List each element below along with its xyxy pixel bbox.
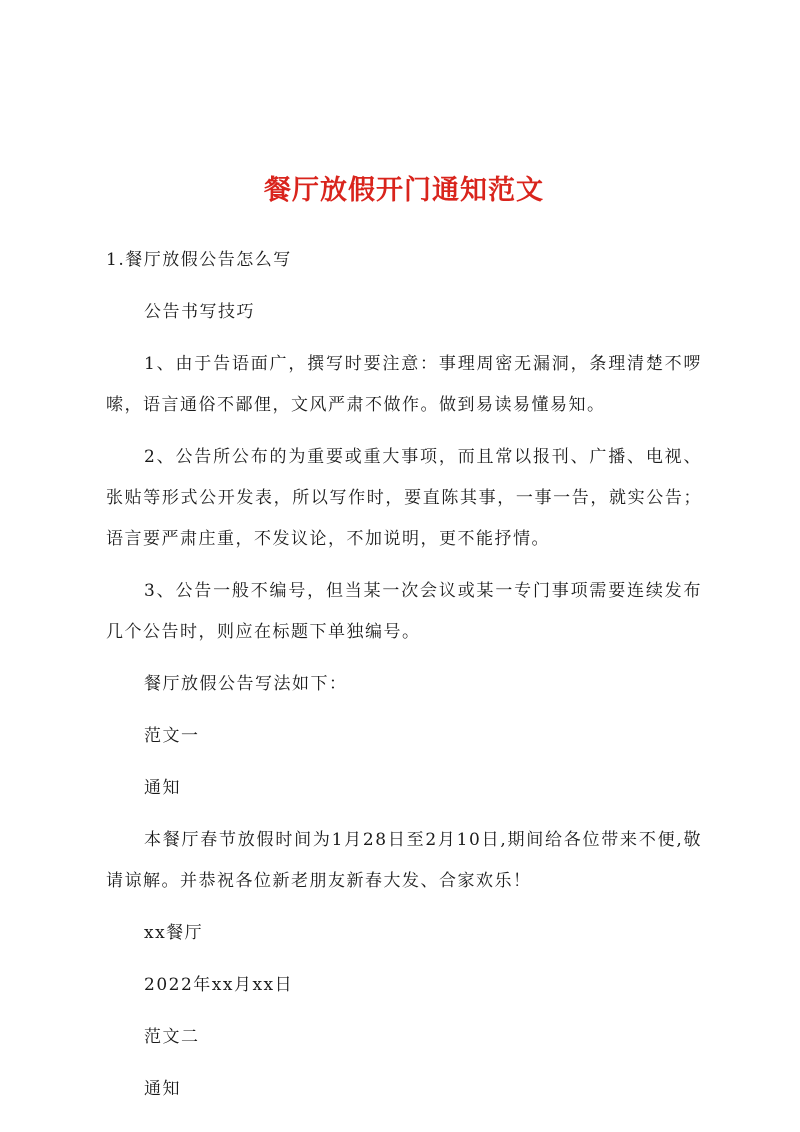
paragraph-format-intro: 餐厅放假公告写法如下： (144, 674, 348, 694)
sample-one-heading: 通知 (144, 778, 181, 798)
sample-two-heading: 通知 (144, 1079, 181, 1099)
sample-one-body: 本餐厅春节放假时间为1月28日至2月10日,期间给各位带来不便,敬请谅解。并恭祝各位新老朋友新春大发、合家欢乐！ (106, 830, 702, 891)
paragraph-tip-3: 3、公告一般不编号，但当某一次会议或某一专门事项需要连续发布几个公告时，则应在标题下单独编号。 (106, 581, 702, 642)
sample-one-label: 范文一 (144, 726, 200, 746)
paragraph-tip-1: 1、由于告语面广，撰写时要注意：事理周密无漏洞，条理清楚不啰嗦，语言通俗不鄙俚，文风严肃不做作。做到易读易懂易知。 (106, 354, 702, 415)
document-title: 餐厅放假开门通知范文 (264, 175, 544, 206)
document-body (106, 240, 702, 1110)
sample-one-date: 2022年xx月xx日 (144, 975, 294, 995)
subheading-writing-tips: 公告书写技巧 (144, 302, 255, 322)
paragraph-tip-2: 2、公告所公布的为重要或重大事项，而且常以报刊、广播、电视、张贴等形式公开发表，所以写作时，要直陈其事，一事一告，就实公告；语言要严肃庄重，不发议论，不加说明，更不能抒情。 (106, 447, 702, 549)
section-heading: 1.餐厅放假公告怎么写 (106, 250, 292, 270)
sample-two-label: 范文二 (144, 1027, 200, 1047)
sample-one-signature: xx餐厅 (144, 923, 204, 943)
